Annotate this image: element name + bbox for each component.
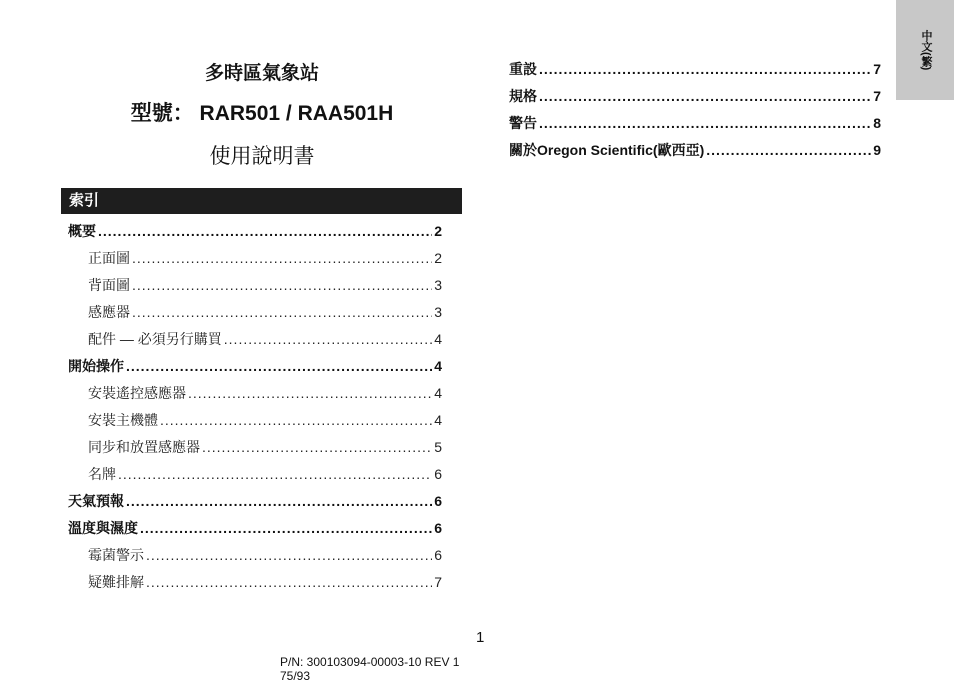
toc-entry-label: 正面圖 xyxy=(88,250,130,266)
toc-entry-label: 同步和放置感應器 xyxy=(88,439,200,455)
toc-entry-page: 7 xyxy=(434,574,442,590)
toc-entry-page: 7 xyxy=(873,61,881,77)
toc-leader-dots xyxy=(539,115,871,131)
toc-entry-label: 關於Oregon Scientific(歐西亞) xyxy=(509,142,705,158)
toc-entry xyxy=(68,572,442,599)
language-tab xyxy=(896,0,954,100)
page-number: 1 xyxy=(476,629,485,646)
model-number: 型號： RAR501 / RAA501H xyxy=(130,102,394,125)
toc-entry xyxy=(509,86,881,113)
toc-entry-label: 概要 xyxy=(68,223,96,239)
language-tab-label: 中文(繁) xyxy=(920,30,932,71)
toc-entry-label: 重設 xyxy=(509,61,537,77)
toc-leader-dots xyxy=(539,61,871,77)
toc-entry-page: 4 xyxy=(434,331,442,347)
toc-entry xyxy=(68,356,442,383)
toc-entry-page: 6 xyxy=(434,520,442,536)
table-of-contents-right xyxy=(509,59,881,167)
sheet-number: 75/93 xyxy=(280,669,311,683)
toc-entry xyxy=(68,248,442,275)
toc-entry-label: 安裝主機體 xyxy=(88,412,158,428)
toc-entry xyxy=(68,545,442,572)
toc-entry xyxy=(68,275,442,302)
toc-entry-label: 名牌 xyxy=(88,466,116,482)
toc-leader-dots xyxy=(224,331,432,347)
toc-entry-page: 3 xyxy=(434,277,442,293)
part-number: P/N: 300103094-00003-10 REV 1 xyxy=(280,655,460,669)
toc-leader-dots xyxy=(118,466,432,482)
toc-entry xyxy=(68,518,442,545)
toc-entry-label: 感應器 xyxy=(88,304,130,320)
toc-entry-page: 4 xyxy=(434,358,442,374)
toc-entry xyxy=(68,464,442,491)
toc-leader-dots xyxy=(188,385,432,401)
toc-leader-dots xyxy=(98,223,432,239)
toc-leader-dots xyxy=(132,250,432,266)
toc-entry-page: 6 xyxy=(434,547,442,563)
toc-entry-page: 3 xyxy=(434,304,442,320)
toc-entry-label: 警告 xyxy=(509,115,537,131)
toc-entry xyxy=(68,410,442,437)
toc-entry-page: 2 xyxy=(434,223,442,239)
toc-entry-page: 6 xyxy=(434,493,442,509)
manual-subtitle: 使用說明書 xyxy=(209,145,315,168)
toc-entry-page: 8 xyxy=(873,115,881,131)
toc-leader-dots xyxy=(126,358,432,374)
toc-entry-page: 6 xyxy=(434,466,442,482)
toc-leader-dots xyxy=(132,277,432,293)
toc-entry-label: 天氣預報 xyxy=(68,493,124,509)
toc-entry-label: 溫度與濕度 xyxy=(68,520,138,536)
toc-entry-page: 7 xyxy=(873,88,881,104)
toc-leader-dots xyxy=(146,574,432,590)
toc-entry xyxy=(509,59,881,86)
manual-title: 多時區氣象站 xyxy=(204,63,319,84)
toc-entry-label: 背面圖 xyxy=(88,277,130,293)
toc-entry xyxy=(68,302,442,329)
toc-entry-page: 9 xyxy=(873,142,881,158)
toc-entry-label: 開始操作 xyxy=(68,358,124,374)
toc-leader-dots xyxy=(160,412,432,428)
toc-entry-page: 4 xyxy=(434,385,442,401)
table-of-contents-left xyxy=(68,221,442,599)
toc-leader-dots xyxy=(539,88,871,104)
toc-entry-page: 2 xyxy=(434,250,442,266)
toc-entry-label: 霉菌警示 xyxy=(88,547,144,563)
toc-entry xyxy=(68,383,442,410)
toc-leader-dots xyxy=(126,493,432,509)
toc-leader-dots xyxy=(146,547,432,563)
toc-entry-label: 疑難排解 xyxy=(88,574,144,590)
toc-entry xyxy=(68,221,442,248)
toc-entry-label: 安裝遙控感應器 xyxy=(88,385,186,401)
toc-entry xyxy=(509,140,881,167)
toc-leader-dots xyxy=(706,142,871,158)
toc-entry xyxy=(509,113,881,140)
toc-entry xyxy=(68,329,442,356)
toc-leader-dots xyxy=(140,520,432,536)
toc-entry-label: 配件 — 必須另行購買 xyxy=(88,331,222,347)
toc-leader-dots xyxy=(202,439,432,455)
toc-entry xyxy=(68,437,442,464)
toc-entry-page: 4 xyxy=(434,412,442,428)
toc-entry xyxy=(68,491,442,518)
toc-entry-label: 規格 xyxy=(509,88,537,104)
index-heading: 索引 xyxy=(61,188,462,214)
toc-leader-dots xyxy=(132,304,432,320)
toc-entry-page: 5 xyxy=(434,439,442,455)
